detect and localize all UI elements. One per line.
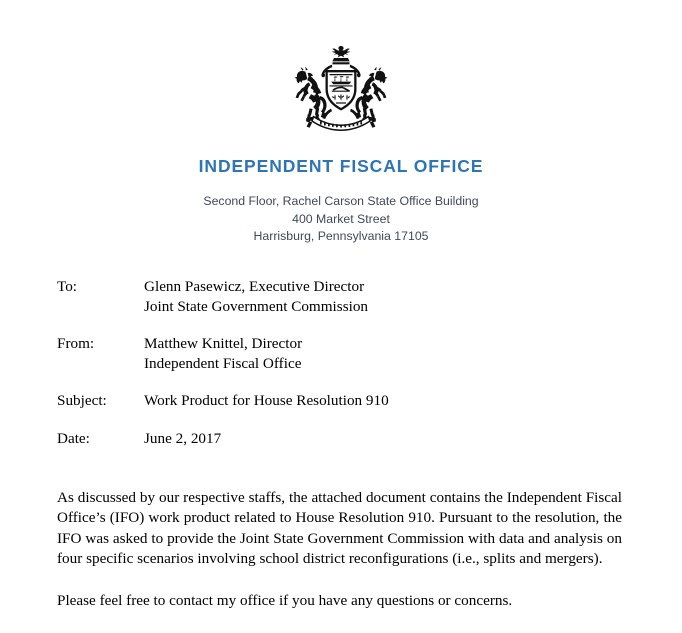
- memo-subject-text: Work Product for House Resolution 910: [144, 392, 389, 410]
- letterhead: [0, 0, 682, 246]
- memo-label-subject: Subject:: [57, 392, 107, 410]
- memo-date-text: June 2, 2017: [144, 429, 222, 447]
- memo-value-from: [144, 334, 622, 374]
- address-line-2: 400 Market Street: [292, 211, 390, 226]
- address-line-3: Harrisburg, Pennsylvania 17105: [253, 229, 429, 244]
- memo-label-date: Date:: [57, 429, 90, 447]
- memo-label-to: To:: [57, 277, 78, 295]
- memo-row-subject: [57, 391, 622, 411]
- memo-row-from: [57, 334, 622, 374]
- memo-row-date: [57, 429, 622, 449]
- memo-header-fields: [0, 277, 682, 449]
- organization-title: INDEPENDENT FISCAL OFFICE: [198, 156, 484, 176]
- body-paragraph-2: Please feel free to contact my office if you have any questions or concerns.: [57, 591, 513, 609]
- memo-value-to: [144, 277, 622, 317]
- memo-from-line-1: Matthew Knittel, Director: [144, 335, 303, 353]
- memo-body: [0, 488, 622, 611]
- body-paragraph-1: As discussed by our respective staffs, the attached document contains the Independent Fiscal Office’s (IFO) work product related to House Resolution 910. Pursuant to the resolution, the IFO was asked to provide the Joint State Government Commission with data and analysis on four specific scenarios involving school district reconfigurations (i.e., splits and mergers).: [57, 488, 622, 568]
- memo-value-date: [144, 429, 622, 449]
- memo-to-line-1: Glenn Pasewicz, Executive Director: [144, 277, 365, 295]
- address-line-1: Second Floor, Rachel Carson State Office Building: [203, 194, 479, 209]
- pennsylvania-coat-of-arms-seal: [265, 42, 417, 140]
- memo-label-from: From:: [57, 335, 95, 353]
- memo-value-subject: [144, 391, 622, 411]
- address-block: [0, 193, 682, 245]
- memo-row-to: [57, 277, 622, 317]
- memo-to-line-2: Joint State Government Commission: [144, 297, 369, 315]
- memo-from-line-2: Independent Fiscal Office: [144, 355, 302, 373]
